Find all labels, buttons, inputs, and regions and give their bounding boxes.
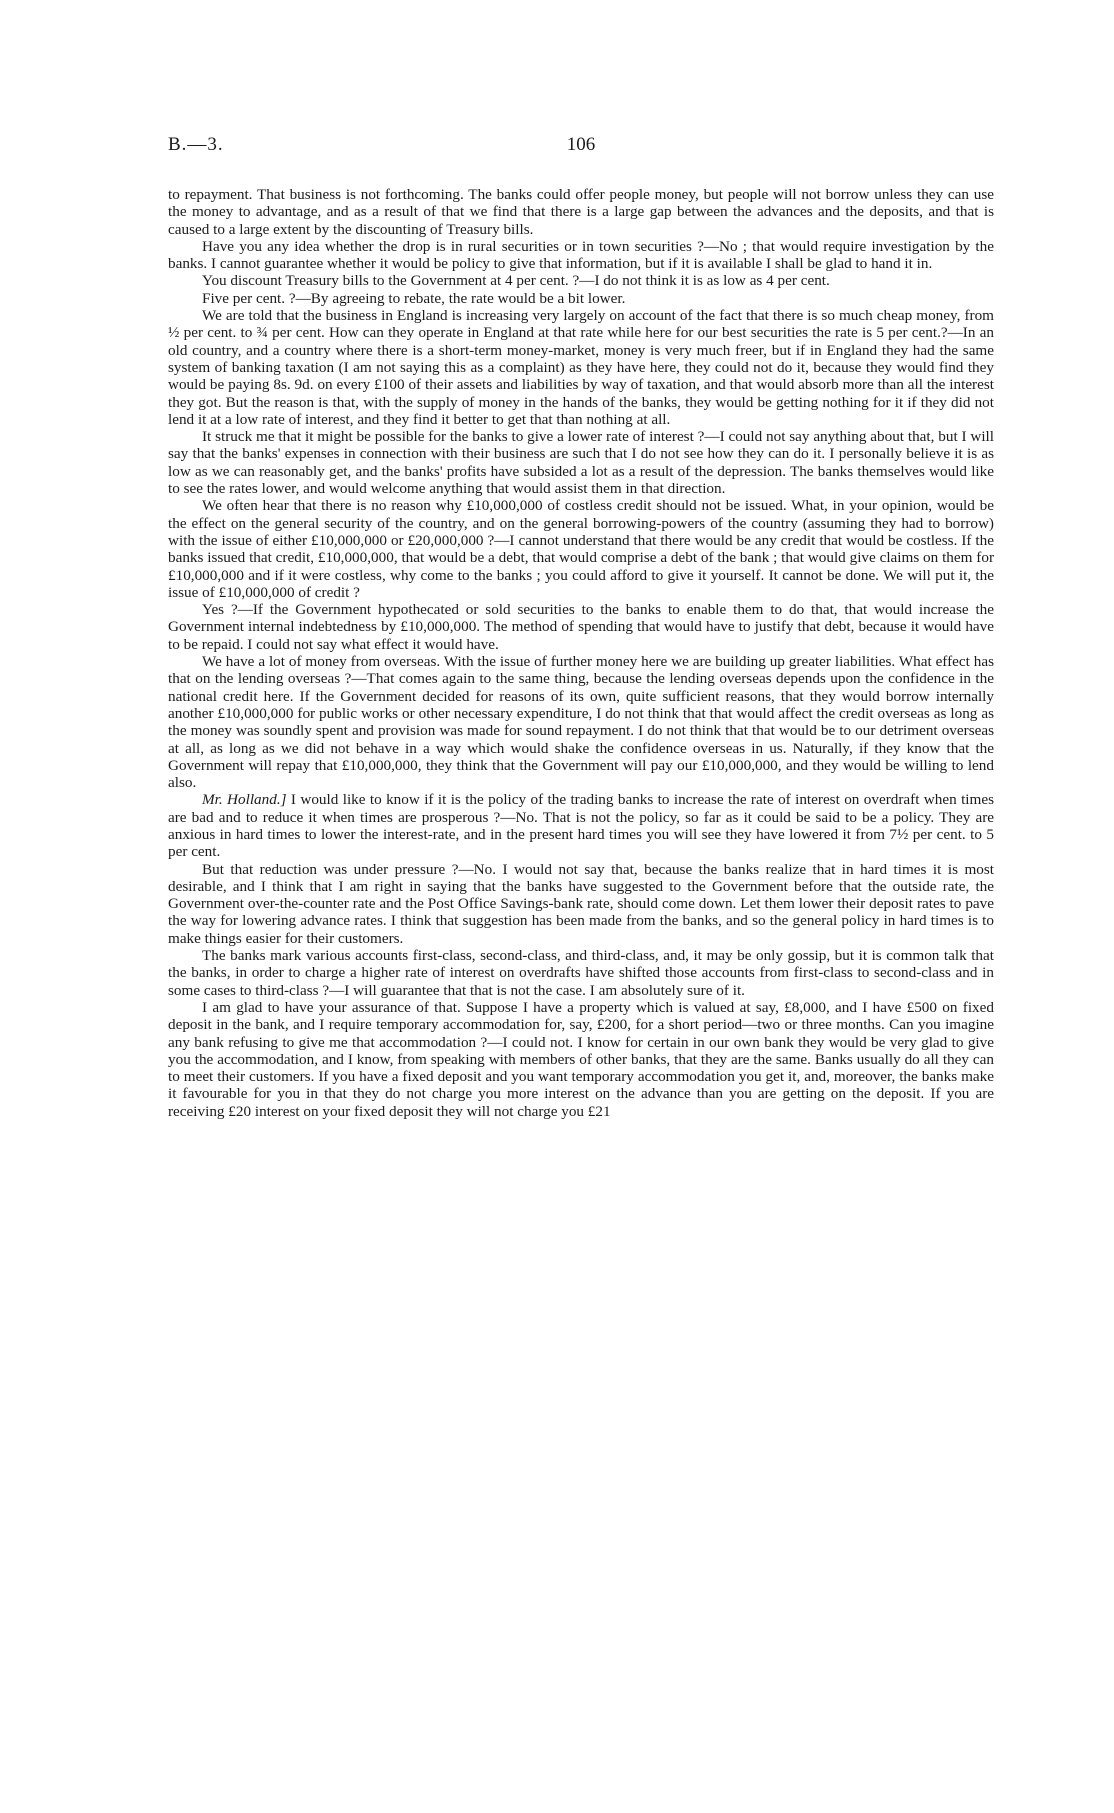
paragraph-10-text: I would like to know if it is the policy of the trading banks to increase the rate of interest on overdraft when times are bad and to reduce it when times are prosperous ?—No. That is not the policy, so far as it could be said to be a policy. They are anxious in hard times to lower the interest-rate, and in the present hard times you will see they have lowered it from 7½ per cent. to 5 per cent. (168, 791, 994, 861)
paragraph-1: to repayment. That business is not forthcoming. The banks could offer people money, but people will not borrow unless they can use the money to advantage, and as a result of that we find that there is a large gap between the advances and the deposits, and that is caused to a large extent by the discounting of Treasury bills. (168, 186, 994, 238)
paragraph-7: We often hear that there is no reason why £10,000,000 of costless credit should not be issued. What, in your opinion, would be the effect on the general security of the country, and on the general borrowing-powers of the country (assuming they had to borrow) with the issue of either £10,000,000 or £20,000,000 ?—I cannot understand that there would be any credit that would be costless. If the banks issued that credit, £10,000,000, that would be a debt, that would comprise a debt of the bank ; that would give claims on them for £10,000,000 and if it were costless, why come to the banks ; you could afford to give it yourself. It cannot be done. We will put it, the issue of £10,000,000 of credit ? (168, 497, 994, 601)
speaker-label: Mr. Holland.] (202, 791, 287, 809)
paragraph-2: Have you any idea whether the drop is in rural securities or in town securities ?—No ; that would require investigation by the banks. I cannot guarantee whether it would be policy to give that information, but if it is available I shall be glad to hand it in. (168, 237, 994, 273)
paragraph-6: It struck me that it might be possible for the banks to give a lower rate of interest ?—I could not say anything about that, but I will say that the banks' expenses in connection with their business are such that I do not see how they can do it. I personally believe it is as low as we can reasonably get, and the banks' profits have subsided a lot as a result of the depression. The banks themselves would like to see the rates lower, and would welcome anything that would assist them in that direction. (168, 428, 994, 498)
paragraph-11: But that reduction was under pressure ?—No. I would not say that, because the banks realize that in hard times it is most desirable, and I think that I am right in saying that the banks have suggested to the Government before that the outside rate, the Government over-the-counter rate and the Post Office Savings-bank rate, should come down. Let them lower their deposit rates to pave the way for lowering advance rates. I think that suggestion has been made from the banks, and so the general policy in hard times is to make things easier for their customers. (168, 860, 994, 947)
page-header (168, 134, 994, 158)
paragraph-9: We have a lot of money from overseas. With the issue of further money here we are building up greater liabilities. What effect has that on the lending overseas ?—That comes again to the same thing, because the lending overseas depends upon the confidence in the national credit here. If the Government decided for reasons of its own, quite sufficient reasons, that they would borrow internally another £10,000,000 for public works or other necessary expenditure, I do not think that that would affect the credit overseas as long as the money was soundly spent and provision was made for sound repayment. I do not think that that would be to our detriment overseas at all, as long as we did not behave in a way which would shake the confidence overseas in us. Naturally, if they know that the Government will repay that £10,000,000, they think that the Government will pay our £10,000,000, and they would be willing to lend also. (168, 653, 994, 792)
paragraph-8: Yes ?—If the Government hypothecated or sold securities to the banks to enable them to do that, that would increase the Government internal indebtedness by £10,000,000. The method of spending that would have to justify that debt, because it would have to be repaid. I could not say what effect it would have. (168, 601, 994, 653)
paragraph-10 (168, 791, 994, 860)
paragraph-4: Five per cent. ?—By agreeing to rebate, the rate would be a bit lower. (202, 289, 626, 307)
document-reference: B.—3. (168, 134, 224, 155)
paragraph-13: I am glad to have your assurance of that. Suppose I have a property which is valued at say, £8,000, and I have £500 on fixed deposit in the bank, and I require temporary accommodation for, say, £200, for a short period—two or three months. Can you imagine any bank refusing to give me that accommodation ?—I could not. I know for certain in our own bank they would be very glad to give you the accommodation, and I know, from speaking with members of other banks, that they are the same. Banks usually do all they can to meet their customers. If you have a fixed deposit and you want temporary accommodation you get it, and, moreover, the banks make it favourable for you in that they do not charge you more interest on the advance than you are getting on the deposit. If you are receiving £20 interest on your fixed deposit they will not charge you £21 (168, 998, 994, 1120)
page-number: 106 (566, 134, 596, 155)
paragraph-12: The banks mark various accounts first-class, second-class, and third-class, and, it may be only gossip, but it is common talk that the banks, in order to charge a higher rate of interest on overdrafts have shifted those accounts from first-class to second-class and in some cases to third-class ?—I will guarantee that that is not the case. I am absolutely sure of it. (168, 947, 994, 999)
paragraph-5: We are told that the business in England is increasing very largely on account of the fact that there is so much cheap money, from ½ per cent. to ¾ per cent. How can they operate in England at that rate while here for our best securities the rate is 5 per cent.?—In an old country, and a country where there is a short-term money-market, money is very much freer, but if in England they had the same system of banking taxation (I am not saying this as a complaint) as they have here, they could not do it, because they would find they would be paying 8s. 9d. on every £100 of their assets and liabilities by way of taxation, and that would absorb more than all the interest they got. But the reason is that, with the supply of money in the hands of the banks, they would be getting nothing for it if they did not lend it at a low rate of interest, and they find it better to get that than nothing at all. (168, 307, 994, 428)
paragraph-3: You discount Treasury bills to the Government at 4 per cent. ?—I do not think it is as low as 4 per cent. (202, 272, 830, 290)
page-body (168, 186, 994, 1120)
